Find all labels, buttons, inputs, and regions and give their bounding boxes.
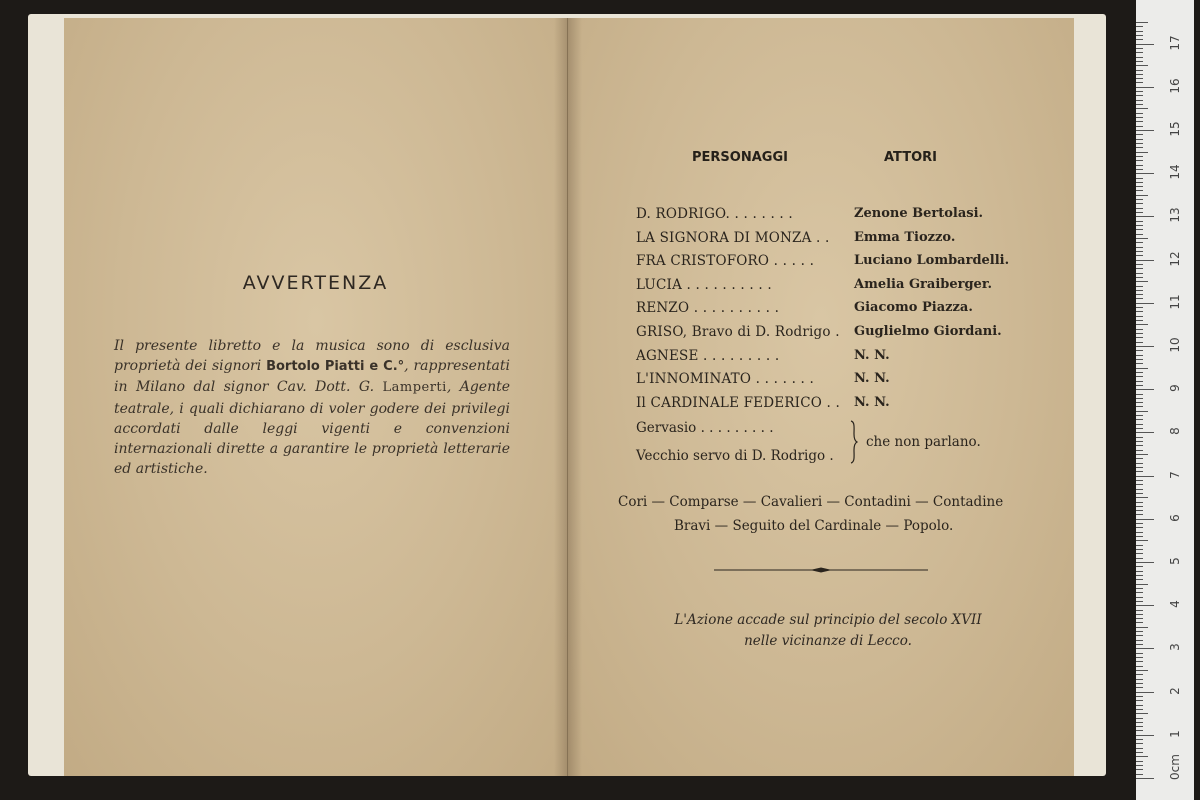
ruler-tick bbox=[1136, 156, 1143, 157]
silent-role: Vecchio servo di D. Rodrigo . bbox=[636, 448, 834, 465]
ruler-tick bbox=[1136, 648, 1154, 649]
ruler-tick bbox=[1136, 424, 1143, 425]
ruler-tick bbox=[1136, 208, 1143, 209]
avvertenza-text-part-2: , rappresentati in Milano dal signor Cav. Dott. G. bbox=[114, 358, 510, 396]
chorus-line: Bravi — Seguito del Cardinale — Popolo. bbox=[674, 518, 954, 534]
ruler-tick bbox=[1136, 165, 1143, 166]
ruler-tick bbox=[1136, 765, 1143, 766]
ruler-tick bbox=[1136, 173, 1154, 174]
ruler-tick bbox=[1136, 674, 1143, 675]
book-spread bbox=[64, 18, 1074, 776]
ruler-tick bbox=[1136, 337, 1143, 338]
ruler-tick bbox=[1136, 536, 1143, 537]
ruler-tick bbox=[1136, 614, 1143, 615]
ruler-tick bbox=[1136, 432, 1154, 433]
ruler-tick bbox=[1136, 553, 1143, 554]
ruler-tick bbox=[1136, 363, 1143, 364]
ruler-tick bbox=[1136, 57, 1143, 58]
ruler-tick bbox=[1136, 182, 1143, 183]
cast-role: LUCIA . . . . . . . . . . bbox=[636, 276, 772, 293]
ruler-tick bbox=[1136, 212, 1143, 213]
ruler-tick bbox=[1136, 91, 1143, 92]
cast-list bbox=[636, 206, 1076, 472]
chorus-line: Cori — Comparse — Cavalieri — Contadini — Contadine bbox=[618, 494, 1004, 510]
ruler-tick bbox=[1136, 467, 1143, 468]
ruler-tick bbox=[1136, 143, 1143, 144]
ruler-tick bbox=[1136, 618, 1143, 619]
silent-roles-group bbox=[636, 420, 1076, 472]
ruler-tick bbox=[1136, 549, 1143, 550]
ruler-tick bbox=[1136, 290, 1143, 291]
ruler-tick bbox=[1136, 769, 1143, 770]
measuring-ruler bbox=[1136, 0, 1194, 800]
ruler-tick bbox=[1136, 631, 1143, 632]
cast-row bbox=[636, 230, 1076, 254]
characters-header: PERSONAGGI bbox=[692, 150, 788, 165]
ruler-tick bbox=[1136, 726, 1143, 727]
cast-row bbox=[636, 395, 1076, 419]
ruler-tick bbox=[1136, 445, 1143, 446]
book-gutter bbox=[554, 18, 582, 776]
ruler-tick bbox=[1136, 705, 1143, 706]
cast-row bbox=[636, 371, 1076, 395]
avvertenza-title: AVVERTENZA bbox=[242, 272, 389, 294]
brace-icon bbox=[850, 420, 858, 464]
ruler-tick bbox=[1136, 268, 1143, 269]
cast-actor: Emma Tiozzo. bbox=[854, 229, 956, 245]
publisher-name: Bortolo Piatti e C.° bbox=[266, 359, 405, 375]
ruler-tick bbox=[1136, 666, 1143, 667]
left-page bbox=[64, 18, 568, 776]
cast-role: AGNESE . . . . . . . . . bbox=[636, 347, 780, 364]
ruler-tick bbox=[1136, 571, 1143, 572]
setting-line: nelle vicinanze di Lecco. bbox=[744, 633, 912, 649]
ruler-tick bbox=[1136, 277, 1143, 278]
cast-role: D. RODRIGO. . . . . . . . bbox=[636, 206, 793, 222]
ruler-tick bbox=[1136, 497, 1148, 498]
ruler-tick bbox=[1136, 281, 1148, 282]
ruler-tick bbox=[1136, 493, 1143, 494]
ruler-tick bbox=[1136, 748, 1143, 749]
ruler-number: 13 bbox=[1168, 207, 1182, 224]
ruler-tick bbox=[1136, 406, 1143, 407]
ruler-tick bbox=[1136, 65, 1148, 66]
ruler-tick bbox=[1136, 95, 1143, 96]
ruler-tick bbox=[1136, 229, 1143, 230]
ruler-tick bbox=[1136, 70, 1143, 71]
ruler-tick bbox=[1136, 679, 1143, 680]
ruler-tick bbox=[1136, 152, 1148, 153]
ruler-tick bbox=[1136, 48, 1143, 49]
ruler-tick bbox=[1136, 670, 1148, 671]
ruler-tick bbox=[1136, 411, 1148, 412]
ruler-tick bbox=[1136, 601, 1143, 602]
ruler-tick bbox=[1136, 415, 1143, 416]
ruler-tick bbox=[1136, 527, 1143, 528]
ruler-number: 17 bbox=[1168, 34, 1182, 51]
ruler-tick bbox=[1136, 640, 1143, 641]
ruler-tick bbox=[1136, 743, 1143, 744]
ruler-tick bbox=[1136, 458, 1143, 459]
ruler-tick bbox=[1136, 108, 1148, 109]
avvertenza-text-part-3: , Agente teatrale, i quali dichiarano di voler godere dei privilegi accordati dalle leggi vigenti e convenzioni internazionali dirette a garantire le proprietà letterarie ed artistiche. bbox=[114, 379, 510, 478]
ruler-tick bbox=[1136, 74, 1143, 75]
ruler-tick bbox=[1136, 316, 1143, 317]
cast-actor: Giacomo Piazza. bbox=[854, 300, 973, 316]
ruler-tick bbox=[1136, 251, 1143, 252]
ruler-tick bbox=[1136, 350, 1143, 351]
ruler-number: 15 bbox=[1168, 121, 1182, 137]
ruler-tick bbox=[1136, 61, 1143, 62]
ruler-tick bbox=[1136, 307, 1143, 308]
ruler-tick bbox=[1136, 519, 1154, 520]
ruler-tick bbox=[1136, 355, 1143, 356]
ruler-tick bbox=[1136, 692, 1154, 693]
cast-role: RENZO . . . . . . . . . . bbox=[636, 300, 780, 317]
ruler-number: 3 bbox=[1168, 643, 1182, 652]
ruler-number: 7 bbox=[1168, 470, 1182, 479]
silent-note: che non parlano. bbox=[866, 434, 981, 451]
ruler-number: 5 bbox=[1168, 557, 1182, 565]
ruler-tick bbox=[1136, 622, 1143, 623]
ruler-tick bbox=[1136, 35, 1143, 36]
ruler-tick bbox=[1136, 273, 1143, 274]
setting-note bbox=[628, 610, 1028, 652]
ruler-number: 1 bbox=[1168, 729, 1182, 738]
setting-line: L'Azione accade sul principio del secolo XVII bbox=[674, 612, 982, 628]
ruler-tick bbox=[1136, 238, 1148, 239]
ruler-tick bbox=[1136, 44, 1154, 45]
cast-actor: Zenone Bertolasi. bbox=[854, 206, 984, 221]
ruler-tick bbox=[1136, 52, 1143, 53]
ruler-tick bbox=[1136, 385, 1143, 386]
agent-name: Lamperti bbox=[382, 380, 447, 396]
cast-actor: Amelia Graiberger. bbox=[854, 276, 993, 292]
ruler-tick bbox=[1136, 121, 1143, 122]
ruler-tick bbox=[1136, 113, 1143, 114]
ruler-tick bbox=[1136, 160, 1143, 161]
ruler-tick bbox=[1136, 627, 1148, 628]
ruler-tick bbox=[1136, 242, 1143, 243]
cast-row bbox=[636, 348, 1076, 372]
ruler-tick bbox=[1136, 653, 1143, 654]
ruler-tick bbox=[1136, 368, 1148, 369]
ruler-unit-label: 0cm bbox=[1168, 754, 1182, 780]
ruler-tick bbox=[1136, 588, 1143, 589]
ruler-tick bbox=[1136, 661, 1143, 662]
ruler-tick bbox=[1136, 540, 1148, 541]
ruler-tick bbox=[1136, 514, 1143, 515]
ruler-number: 8 bbox=[1168, 427, 1182, 436]
cast-row bbox=[636, 324, 1076, 348]
ruler-tick bbox=[1136, 203, 1143, 204]
ruler-tick bbox=[1136, 683, 1143, 684]
ruler-tick bbox=[1136, 381, 1143, 382]
ruler-tick bbox=[1136, 178, 1143, 179]
ruler-tick bbox=[1136, 644, 1143, 645]
ruler-tick bbox=[1136, 506, 1143, 507]
ruler-number: 14 bbox=[1168, 164, 1182, 180]
ruler-tick bbox=[1136, 372, 1143, 373]
ruler-tick bbox=[1136, 566, 1143, 567]
ruler-tick bbox=[1136, 294, 1143, 295]
ruler-tick bbox=[1136, 87, 1154, 88]
ruler-number: 9 bbox=[1168, 384, 1182, 393]
ruler-tick bbox=[1136, 39, 1143, 40]
ruler-tick bbox=[1136, 134, 1143, 135]
ruler-tick bbox=[1136, 476, 1154, 477]
ruler-tick bbox=[1136, 735, 1154, 736]
ruler-tick bbox=[1136, 713, 1148, 714]
ruler-tick bbox=[1136, 247, 1143, 248]
ruler-tick bbox=[1136, 311, 1143, 312]
ruler-tick bbox=[1136, 450, 1143, 451]
ruler-tick bbox=[1136, 402, 1143, 403]
actors-header: ATTORI bbox=[884, 150, 937, 165]
ruler-tick bbox=[1136, 225, 1143, 226]
ruler-tick bbox=[1136, 264, 1143, 265]
ruler-tick bbox=[1136, 657, 1143, 658]
ruler-tick bbox=[1136, 190, 1143, 191]
ruler-tick bbox=[1136, 126, 1143, 127]
ruler-tick bbox=[1136, 687, 1143, 688]
ruler-number: 6 bbox=[1168, 513, 1182, 522]
ruler-tick bbox=[1136, 346, 1154, 347]
ruler-tick bbox=[1136, 778, 1154, 779]
ruler-tick bbox=[1136, 169, 1143, 170]
ruler-tick bbox=[1136, 502, 1143, 503]
ruler-tick bbox=[1136, 147, 1143, 148]
ruler-tick bbox=[1136, 605, 1154, 606]
ruler-tick bbox=[1136, 104, 1143, 105]
ruler-tick bbox=[1136, 752, 1143, 753]
ornamental-rule bbox=[714, 566, 928, 574]
ruler-tick bbox=[1136, 584, 1148, 585]
ruler-tick bbox=[1136, 463, 1143, 464]
ruler-tick bbox=[1136, 532, 1143, 533]
ruler-tick bbox=[1136, 389, 1154, 390]
chorus-list bbox=[618, 490, 1018, 538]
ruler-tick bbox=[1136, 428, 1143, 429]
cast-role: LA SIGNORA DI MONZA . . bbox=[636, 229, 830, 246]
ruler-tick bbox=[1136, 78, 1143, 79]
ruler-tick bbox=[1136, 398, 1143, 399]
ruler-number: 16 bbox=[1168, 78, 1182, 94]
ruler-tick bbox=[1136, 303, 1154, 304]
ruler-tick bbox=[1136, 774, 1143, 775]
cast-actor: Guglielmo Giordani. bbox=[854, 323, 1002, 339]
ruler-number: 2 bbox=[1168, 686, 1182, 695]
ruler-tick bbox=[1136, 489, 1143, 490]
cast-actor: N. N. bbox=[854, 394, 890, 410]
ruler-tick bbox=[1136, 22, 1148, 23]
cast-actor: N. N. bbox=[854, 371, 890, 387]
ruler-tick bbox=[1136, 359, 1143, 360]
ruler-tick bbox=[1136, 199, 1143, 200]
ruler-number: 11 bbox=[1168, 294, 1182, 310]
ruler-tick bbox=[1136, 298, 1143, 299]
ruler-tick bbox=[1136, 635, 1143, 636]
ruler-tick bbox=[1136, 471, 1143, 472]
cast-row bbox=[636, 206, 1076, 230]
ruler-tick bbox=[1136, 234, 1143, 235]
avvertenza-text-part-1: Il presente libretto e la musica sono di esclusiva proprietà dei signori bbox=[114, 338, 510, 375]
ruler-tick bbox=[1136, 739, 1143, 740]
ruler-tick bbox=[1136, 761, 1143, 762]
ruler-tick bbox=[1136, 441, 1143, 442]
ruler-tick bbox=[1136, 82, 1143, 83]
ruler-tick bbox=[1136, 437, 1143, 438]
ruler-tick bbox=[1136, 26, 1143, 27]
cast-actor: N. N. bbox=[854, 347, 890, 363]
ruler-tick bbox=[1136, 255, 1143, 256]
ruler-tick bbox=[1136, 320, 1143, 321]
ruler-number: 4 bbox=[1168, 600, 1182, 609]
ruler-tick bbox=[1136, 260, 1154, 261]
cast-role: Il CARDINALE FEDERICO . . bbox=[636, 394, 840, 411]
ruler-tick bbox=[1136, 575, 1143, 576]
ruler-tick bbox=[1136, 324, 1148, 325]
ruler-tick bbox=[1136, 718, 1143, 719]
ruler-tick bbox=[1136, 597, 1143, 598]
ruler-tick bbox=[1136, 756, 1148, 757]
cast-role: L'INNOMINATO . . . . . . . bbox=[636, 371, 815, 388]
ruler-tick bbox=[1136, 216, 1154, 217]
ruler-tick bbox=[1136, 558, 1143, 559]
ruler-tick bbox=[1136, 329, 1143, 330]
ruler-tick bbox=[1136, 100, 1143, 101]
right-page bbox=[568, 18, 1074, 776]
ruler-tick bbox=[1136, 696, 1143, 697]
ruler-tick bbox=[1136, 523, 1143, 524]
ruler-tick bbox=[1136, 709, 1143, 710]
cast-row bbox=[636, 277, 1076, 301]
ruler-tick bbox=[1136, 333, 1143, 334]
ruler-tick bbox=[1136, 454, 1148, 455]
ruler-tick bbox=[1136, 130, 1154, 131]
cast-row bbox=[636, 253, 1076, 277]
ruler-tick bbox=[1136, 579, 1143, 580]
ruler-tick bbox=[1136, 394, 1143, 395]
ruler-tick bbox=[1136, 376, 1143, 377]
ruler-tick bbox=[1136, 31, 1143, 32]
ruler-tick bbox=[1136, 480, 1143, 481]
ruler-tick bbox=[1136, 592, 1143, 593]
cast-role: FRA CRISTOFORO . . . . . bbox=[636, 253, 815, 270]
ruler-tick bbox=[1136, 510, 1143, 511]
ruler-tick bbox=[1136, 342, 1143, 343]
cast-actor: Luciano Lombardelli. bbox=[854, 253, 1010, 269]
cast-role: GRISO, Bravo di D. Rodrigo . bbox=[636, 323, 840, 340]
ruler-tick bbox=[1136, 545, 1143, 546]
avvertenza-text bbox=[114, 336, 510, 479]
ruler-tick bbox=[1136, 610, 1143, 611]
ruler-number: 10 bbox=[1168, 337, 1182, 353]
ruler-tick bbox=[1136, 221, 1143, 222]
cast-row bbox=[636, 300, 1076, 324]
ruler-tick bbox=[1136, 700, 1143, 701]
ruler-tick bbox=[1136, 484, 1143, 485]
ruler-tick bbox=[1136, 730, 1143, 731]
ruler-tick bbox=[1136, 722, 1143, 723]
ruler-number: 12 bbox=[1168, 250, 1182, 267]
ruler-tick bbox=[1136, 117, 1143, 118]
ruler-tick bbox=[1136, 186, 1143, 187]
ruler-tick bbox=[1136, 139, 1143, 140]
ruler-tick bbox=[1136, 286, 1143, 287]
ruler-tick bbox=[1136, 195, 1148, 196]
silent-role: Gervasio . . . . . . . . . bbox=[636, 420, 774, 437]
ruler-tick bbox=[1136, 419, 1143, 420]
ruler-tick bbox=[1136, 562, 1154, 563]
